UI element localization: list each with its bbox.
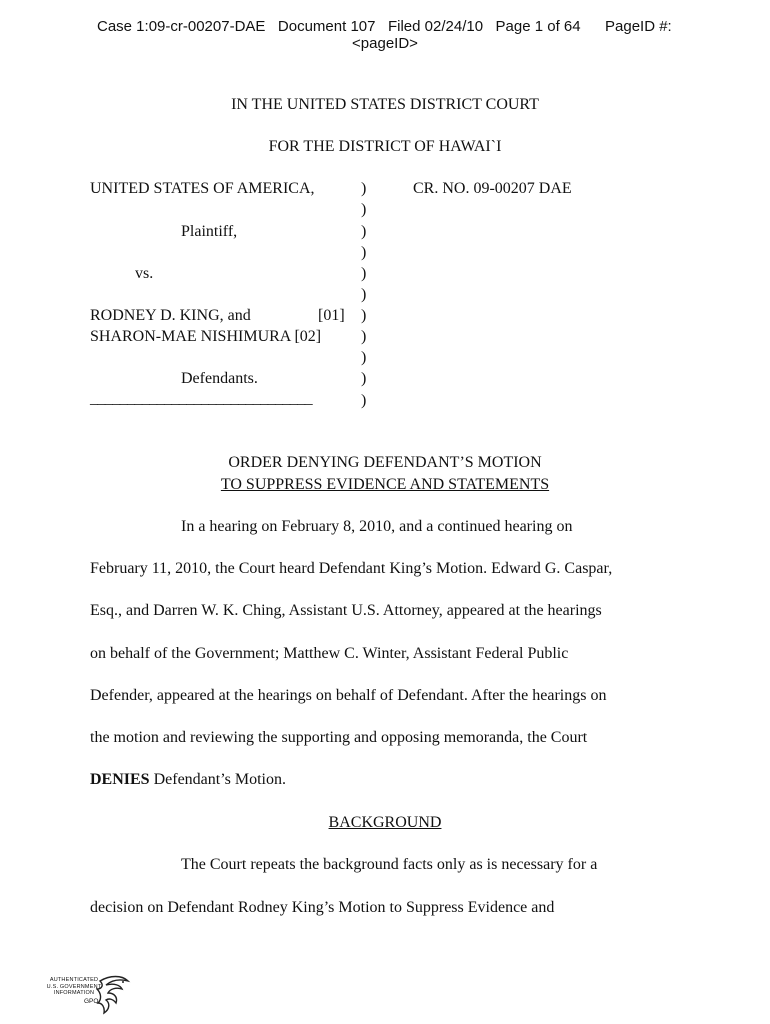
caption-paren: ) xyxy=(361,180,367,197)
defendants-role: Defendants. xyxy=(181,370,258,387)
gpo-authentication-seal xyxy=(44,973,134,1017)
seal-line-1: AUTHENTICATED xyxy=(49,977,99,983)
defendant-2-name: SHARON-MAE NISHIMURA [02] xyxy=(90,328,322,345)
order-title-line-1: ORDER DENYING DEFENDANT’S MOTION xyxy=(228,454,542,471)
order-title-line-2-text: TO SUPPRESS EVIDENCE AND STATEMENTS xyxy=(220,476,550,493)
plaintiff-name: UNITED STATES OF AMERICA, xyxy=(90,180,315,197)
paragraph-line: In a hearing on February 8, 2010, and a continued hearing on xyxy=(181,518,573,535)
caption-paren: ) xyxy=(361,307,367,324)
caption-paren: ) xyxy=(361,370,367,387)
ecf-header-pageid-placeholder: <pageID> xyxy=(352,35,418,52)
paragraph-line: decision on Defendant Rodney King’s Motion to Suppress Evidence and xyxy=(90,899,555,916)
caption-paren: ) xyxy=(361,223,367,240)
defendant-1-number: [01] xyxy=(318,307,345,324)
caption-paren: ) xyxy=(361,244,367,261)
ecf-header-case-info: Case 1:09-cr-00207-DAE Document 107 Filed 02/24/10 Page 1 of 64 xyxy=(97,18,581,35)
caption-paren: ) xyxy=(361,286,367,303)
order-title-line-2 xyxy=(0,475,770,495)
court-name: IN THE UNITED STATES DISTRICT COURT xyxy=(231,96,539,113)
paragraph-line: the motion and reviewing the supporting and opposing memoranda, the Court xyxy=(90,729,588,746)
case-number: CR. NO. 09-00207 DAE xyxy=(413,180,572,197)
ruling-line xyxy=(90,770,286,790)
seal-line-3: INFORMATION xyxy=(53,990,95,996)
section-heading xyxy=(0,813,770,833)
caption-paren: ) xyxy=(361,265,367,282)
seal-line-2: U.S. GOVERNMENT xyxy=(46,983,102,990)
paragraph-line: Defender, appeared at the hearings on behalf of Defendant. After the hearings on xyxy=(90,687,607,704)
paragraph-line: Esq., and Darren W. K. Ching, Assistant U.S. Attorney, appeared at the hearings xyxy=(90,602,602,619)
caption-paren: ) xyxy=(361,392,367,409)
caption-paren: ) xyxy=(361,328,367,345)
caption-paren: ) xyxy=(361,201,367,218)
versus-label: vs. xyxy=(135,265,154,282)
eagle-icon xyxy=(96,973,132,1017)
defendant-1-name: RODNEY D. KING, and xyxy=(90,307,251,324)
paragraph-line: The Court repeats the background facts only as is necessary for a xyxy=(181,856,598,873)
paragraph-line: February 11, 2010, the Court heard Defendant King’s Motion. Edward G. Caspar, xyxy=(90,560,613,577)
ecf-header-pageid: PageID #: xyxy=(605,18,672,35)
caption-signature-rule: ______________________________ xyxy=(90,390,313,407)
section-heading-text: BACKGROUND xyxy=(328,814,442,831)
caption-paren: ) xyxy=(361,349,367,366)
seal-text xyxy=(44,977,104,997)
ruling-denies: DENIES xyxy=(90,771,150,788)
paragraph-line: on behalf of the Government; Matthew C. Winter, Assistant Federal Public xyxy=(90,645,569,662)
seal-gpo: GPO xyxy=(84,998,99,1005)
ruling-rest: Defendant’s Motion. xyxy=(149,771,286,788)
court-district: FOR THE DISTRICT OF HAWAI`I xyxy=(268,138,502,155)
plaintiff-role: Plaintiff, xyxy=(181,223,238,240)
